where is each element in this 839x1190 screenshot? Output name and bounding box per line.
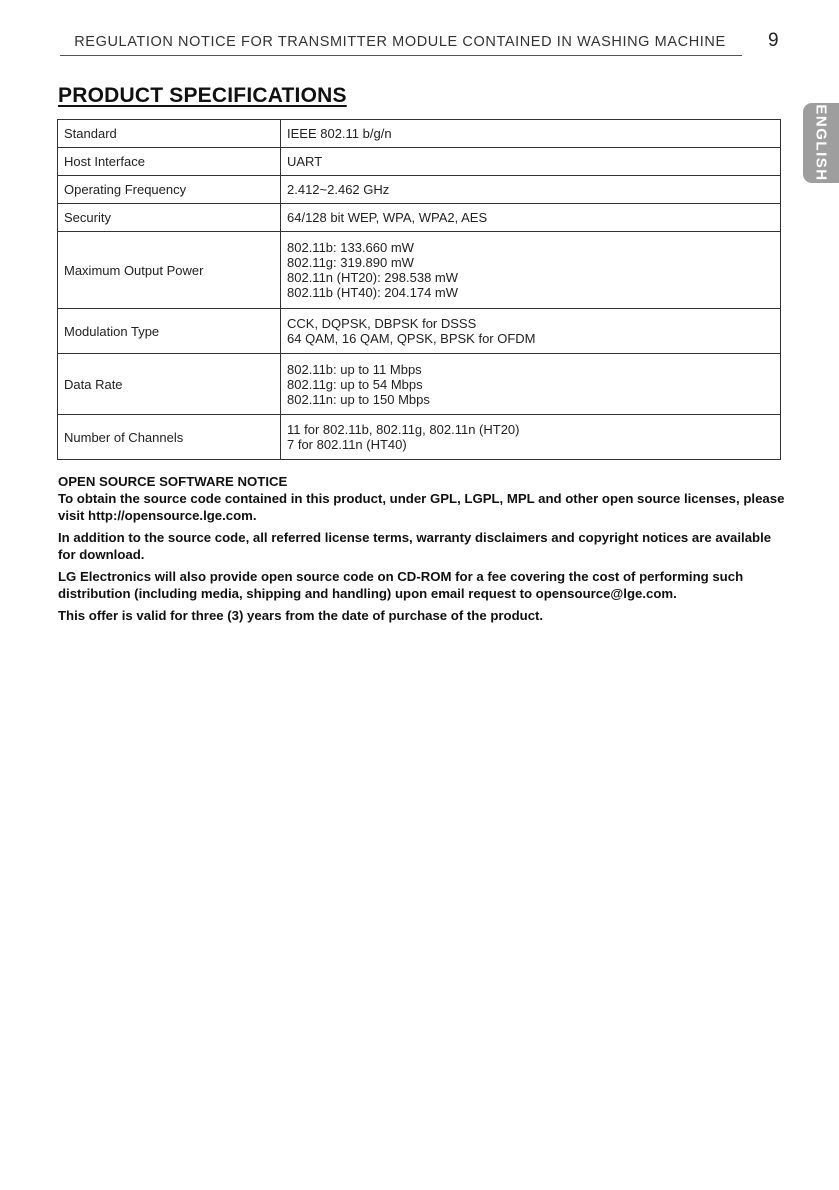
spec-value <box>281 354 781 415</box>
spec-value-line: 802.11n: up to 150 Mbps <box>287 391 430 407</box>
spec-value <box>281 148 781 176</box>
notice-title: OPEN SOURCE SOFTWARE NOTICE <box>58 474 288 489</box>
table-row <box>58 176 781 204</box>
section-title: PRODUCT SPECIFICATIONS <box>58 84 347 107</box>
spec-value-line: 64/128 bit WEP, WPA, WPA2, AES <box>287 210 488 225</box>
specifications-table <box>57 119 781 460</box>
spec-value <box>281 415 781 460</box>
spec-value <box>281 232 781 309</box>
spec-value-line: 802.11g: 319.890 mW <box>287 255 414 270</box>
spec-label: Modulation Type <box>58 309 281 354</box>
spec-value <box>281 204 781 232</box>
language-tab-label: ENGLISH <box>812 104 830 182</box>
spec-label: Maximum Output Power <box>58 232 281 309</box>
header-divider <box>60 55 742 56</box>
notice-paragraph: To obtain the source code contained in this product, under GPL, LGPL, MPL and other open source licenses, please visit http://opensource.lge.com. <box>58 491 785 523</box>
notice-paragraph: LG Electronics will also provide open source code on CD-ROM for a fee covering the cost of performing such distribution (including media, shipping and handling) upon email request to opensource@lge.com. <box>58 569 744 601</box>
spec-value <box>281 176 781 204</box>
spec-label: Host Interface <box>58 148 281 176</box>
page-number: 9 <box>768 30 779 51</box>
open-source-notice <box>58 473 788 629</box>
spec-value-line: 802.11n (HT20): 298.538 mW <box>287 270 459 285</box>
spec-label: Data Rate <box>58 354 281 415</box>
spec-value-line: UART <box>287 154 323 169</box>
table-row <box>58 415 781 460</box>
spec-value-line: 11 for 802.11b, 802.11g, 802.11n (HT20) <box>287 422 520 437</box>
table-row <box>58 120 781 148</box>
spec-label: Security <box>58 204 281 232</box>
language-tab <box>803 103 839 183</box>
spec-value <box>281 309 781 354</box>
spec-value-line: 802.11g: up to 54 Mbps <box>287 376 423 392</box>
spec-value <box>281 120 781 148</box>
notice-paragraph: This offer is valid for three (3) years from the date of purchase of the product. <box>58 608 544 623</box>
spec-value-line: 802.11b: up to 11 Mbps <box>287 361 422 377</box>
spec-value-line: 2.412~2.462 GHz <box>287 182 390 197</box>
spec-value-line: CCK, DQPSK, DBPSK for DSSS <box>287 316 477 331</box>
table-row <box>58 148 781 176</box>
table-row <box>58 204 781 232</box>
spec-value-line: IEEE 802.11 b/g/n <box>287 126 392 141</box>
spec-value-line: 7 for 802.11n (HT40) <box>287 437 407 452</box>
spec-value-line: 802.11b (HT40): 204.174 mW <box>287 285 459 300</box>
notice-paragraph: In addition to the source code, all referred license terms, warranty disclaimers and copyright notices are available for download. <box>58 530 772 562</box>
spec-label: Operating Frequency <box>58 176 281 204</box>
table-row <box>58 232 781 309</box>
table-row <box>58 309 781 354</box>
spec-value-line: 64 QAM, 16 QAM, QPSK, BPSK for OFDM <box>287 331 536 346</box>
spec-label: Standard <box>58 120 281 148</box>
table-row <box>58 354 781 415</box>
spec-label: Number of Channels <box>58 415 281 460</box>
page-header-title: REGULATION NOTICE FOR TRANSMITTER MODULE CONTAINED IN WASHING MACHINE <box>74 34 726 50</box>
spec-value-line: 802.11b: 133.660 mW <box>287 240 414 255</box>
